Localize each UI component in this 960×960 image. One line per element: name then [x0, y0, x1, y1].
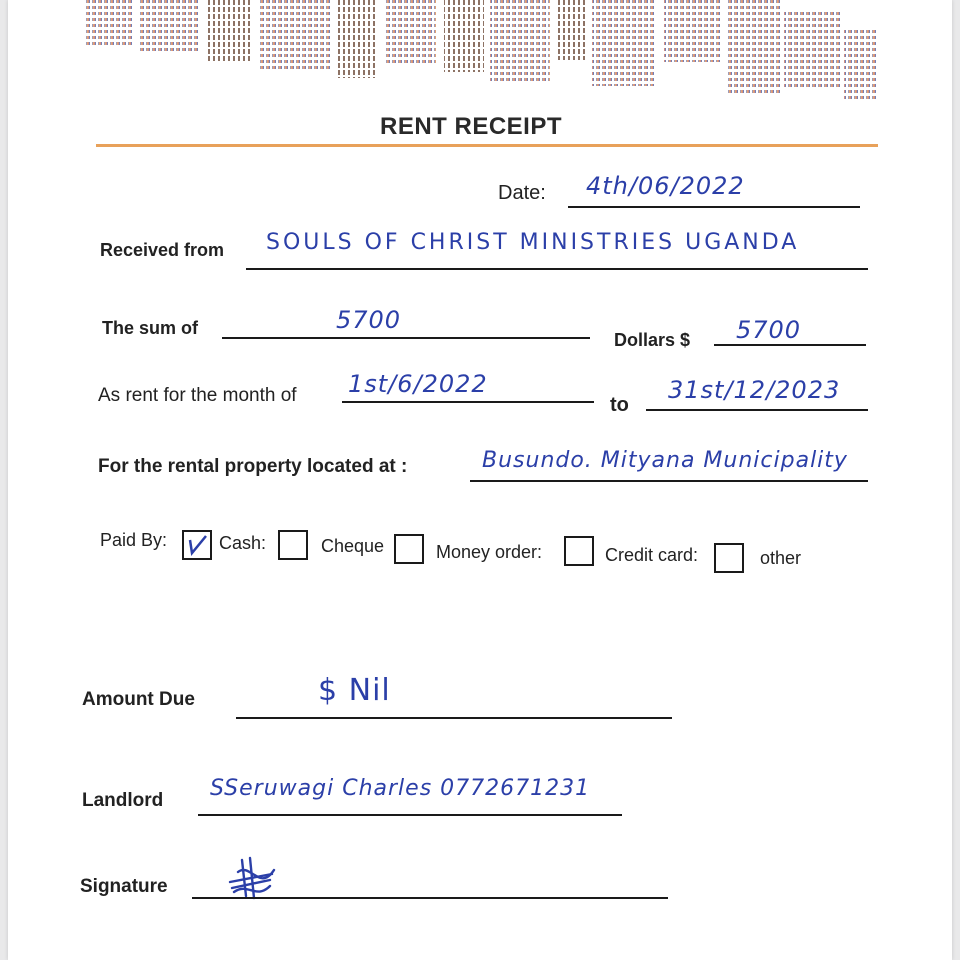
title-divider: [96, 144, 878, 147]
received-from-label: Received from: [100, 240, 225, 260]
signature-line: [192, 897, 668, 899]
received-from-line: [246, 268, 868, 270]
property-line: [470, 480, 868, 482]
month-of-value[interactable]: 1st/6/2022: [348, 370, 488, 398]
money-order-checkbox[interactable]: [394, 534, 424, 564]
cash-option-label: Cash:: [219, 533, 267, 553]
received-from-value[interactable]: SOULS OF CHRIST MINISTRIES UGANDA: [266, 230, 800, 255]
month-of-line: [342, 401, 594, 403]
amount-due-value[interactable]: $ Nil: [318, 673, 391, 708]
city-skyline-banner: [8, 0, 952, 110]
dollars-label: Dollars $: [614, 330, 691, 350]
date-value[interactable]: 4th/06/2022: [586, 172, 745, 200]
credit-card-checkbox[interactable]: [564, 536, 594, 566]
cheque-checkbox[interactable]: [278, 530, 308, 560]
signature-label: Signature: [80, 876, 168, 897]
dollars-value[interactable]: 5700: [736, 316, 802, 344]
to-label: to: [610, 394, 629, 416]
landlord-line: [198, 814, 622, 816]
sum-of-value[interactable]: 5700: [336, 306, 402, 334]
date-line: [568, 206, 860, 208]
credit-card-option-label: Credit card:: [605, 545, 699, 565]
receipt-sheet: [8, 0, 952, 960]
to-value[interactable]: 31st/12/2023: [668, 376, 841, 404]
other-checkbox[interactable]: [714, 543, 744, 573]
landlord-value[interactable]: SSeruwagi Charles 0772671231: [210, 776, 591, 801]
paid-by-label: Paid By:: [100, 530, 168, 550]
property-value[interactable]: Busundo. Mityana Municipality: [482, 448, 848, 473]
check-mark-icon: [184, 532, 210, 558]
cheque-option-label: Cheque: [321, 536, 385, 556]
other-option-label: other: [760, 548, 802, 568]
landlord-label: Landlord: [82, 790, 164, 811]
sum-of-label: The sum of: [102, 318, 199, 338]
amount-due-label: Amount Due: [82, 689, 195, 710]
property-label: For the rental property located at :: [98, 456, 408, 477]
date-label: Date:: [498, 182, 546, 204]
month-of-label: As rent for the month of: [98, 385, 297, 406]
receipt-title: RENT RECEIPT: [380, 113, 563, 140]
amount-due-line: [236, 717, 672, 719]
money-order-option-label: Money order:: [436, 542, 543, 562]
to-line: [646, 409, 868, 411]
cash-checkbox[interactable]: [182, 530, 212, 560]
dollars-line: [714, 344, 866, 346]
sum-of-line: [222, 337, 590, 339]
